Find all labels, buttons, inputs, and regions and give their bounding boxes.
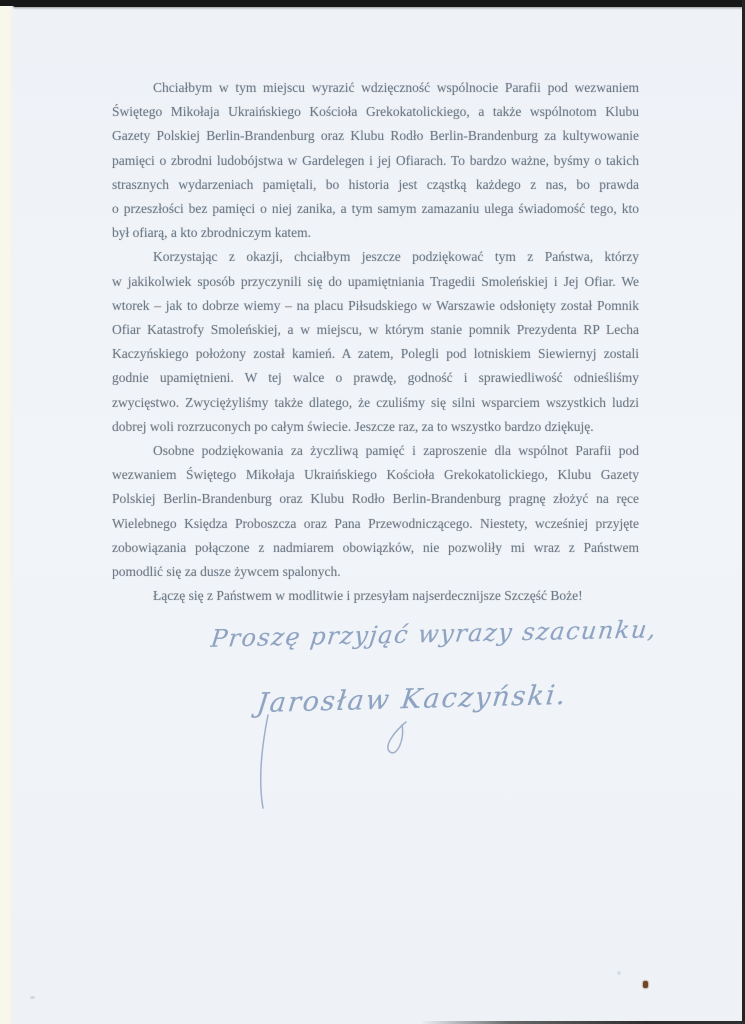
letter-line: Gazety Polskiej Berlin-Brandenburg oraz Klubu Rodło Berlin-Brandenburg za kultywowanie	[112, 128, 639, 144]
letter-line: Polskiej Berlin-Brandenburg oraz Klubu Rodło Berlin-Brandenburg pragnę złożyć na ręce	[112, 491, 639, 507]
letter-line: Chciałbym w tym miejscu wyrazić wdzięczność wspólnocie Parafii pod wezwaniem	[153, 80, 639, 95]
letter-line: Osobne podziękowania za życzliwą pamięć i zaproszenie dla wspólnot Parafii pod	[153, 443, 639, 459]
letter-line: Kaczyńskiego położony został kamień. A zatem, Polegli pod lotniskiem Siewiernyj zostali	[112, 346, 639, 362]
letter-line: zwycięstwo. Zwyciężyliśmy także dlatego, że czuliśmy się silni wsparciem wszystkich ludzi	[112, 394, 639, 410]
letter-line: strasznych wydarzeniach pamiętali, bo historia jest cząstką każdego z nas, bo prawda	[112, 176, 639, 192]
letter-line: wtorek – jak to dobrze wiemy – na placu Piłsudskiego w Warszawie odsłonięty został Pomnik	[112, 297, 639, 313]
letter-body	[112, 76, 639, 608]
letter-line: Korzystając z okazji, chciałbym jeszcze podziękować tym z Państwa, którzy	[153, 249, 639, 265]
handwritten-signature: Jarosław Kaczyński.	[255, 679, 569, 720]
letter-line: Ofiar Katastrofy Smoleńskiej, a w miejscu, w którym stanie pomnik Prezydenta RP Lecha	[112, 322, 639, 338]
letter-line: pamięci o zbrodni ludobójstwa w Gardelegen i jej Ofiarach. To bardzo ważne, byśmy o takich	[112, 152, 639, 168]
scan-edge-left	[0, 6, 15, 1024]
letter-line: zobowiązania połączone z nadmiarem obowiązków, nie pozwoliły mi wraz z Państwem	[112, 539, 639, 555]
letter-line: o przeszłości bez pamięci o niej zanika, a tym samym zamazaniu ulega świadomość tego, kto	[112, 201, 639, 217]
handwritten-closing: Proszę przyjąć wyrazy szacunku,	[209, 615, 659, 653]
scan-speck	[643, 981, 648, 988]
letter-line: godnie upamiętnieni. W tej walce o prawdę, godność i sprawiedliwość odnieśliśmy	[112, 370, 639, 386]
letter-line: pomodlić się za dusze żywcem spalonych.	[112, 564, 341, 580]
scan-dust	[30, 996, 35, 999]
scan-edge-top	[0, 0, 745, 7]
letter-line: był ofiarą, a kto zbrodniczym katem.	[112, 225, 312, 241]
letter-line: Wielebnego Księdza Proboszcza oraz Pana Przewodniczącego. Niestety, wcześniej przyjęte	[112, 515, 639, 531]
signature-loop-stroke	[378, 716, 418, 760]
signature-tail-stroke	[252, 712, 282, 812]
letter-line: wezwaniem Świętego Mikołaja Ukraińskiego Kościoła Grekokatolickiego, Klubu Gazety	[112, 467, 639, 483]
letter-line: dobrej woli rozrzuconych po całym świecie. Jeszcze raz, za to wszystko bardzo dziękuję.	[112, 418, 594, 434]
letter-line: Świętego Mikołaja Ukraińskiego Kościoła Grekokatolickiego, a także wspólnotom Klubu	[112, 104, 639, 120]
letter-line: Łączę się z Państwem w modlitwie i przesyłam najserdecznijsze Szczęść Boże!	[153, 588, 583, 604]
letter-line: w jakikolwiek sposób przyczynili się do upamiętniania Tragedii Smoleńskiej i Jej Ofiar. We	[112, 273, 639, 289]
scan-dust	[617, 971, 621, 975]
